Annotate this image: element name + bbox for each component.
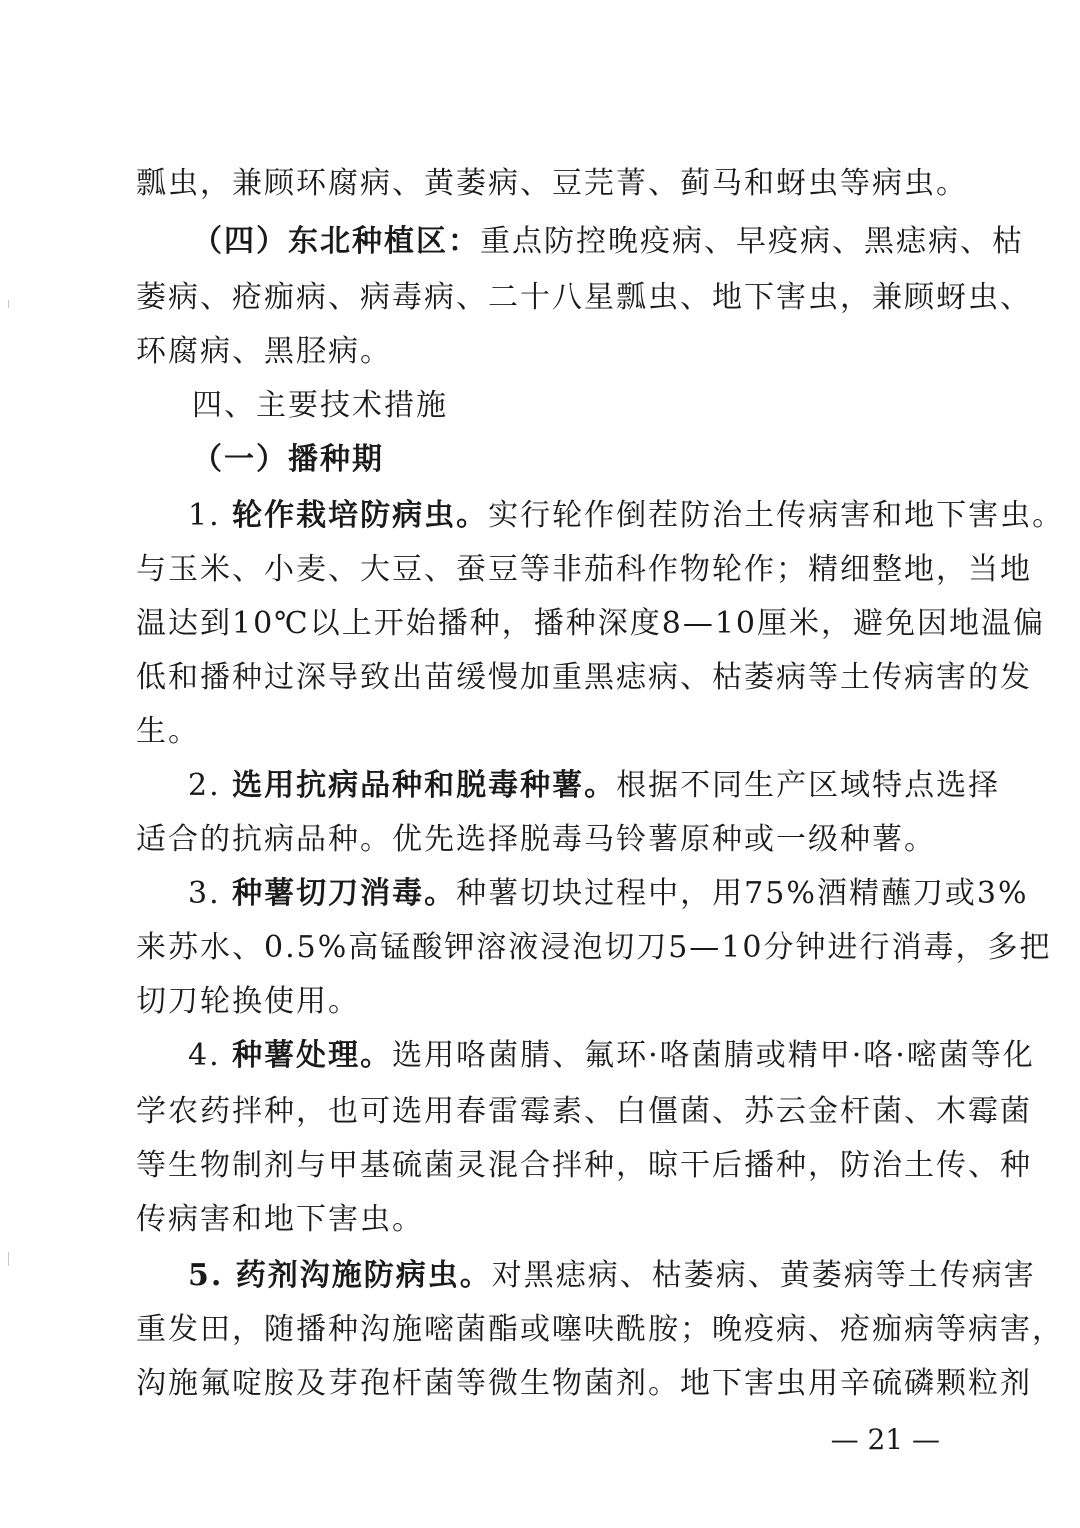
section-heading-text: 四、主要技术措施: [192, 388, 448, 423]
text-line: [136, 820, 936, 860]
item-number: 2.: [188, 768, 233, 803]
item-line: [188, 1036, 1035, 1076]
item-line: [188, 766, 1001, 806]
text-line: [136, 164, 968, 204]
item-title: 种薯处理。: [232, 1038, 393, 1073]
text-line: [136, 712, 936, 752]
line-text: 切刀轮换使用。: [136, 984, 360, 1019]
page-number: — 21 —: [830, 1423, 940, 1456]
line-text: 种薯切块过程中，用75%酒精蘸刀或3%: [456, 876, 1029, 911]
text-line: [136, 982, 936, 1022]
item-number: 3.: [188, 876, 233, 911]
text-line: [136, 332, 936, 372]
item-number: 5.: [188, 1258, 236, 1293]
line-text: 重发田，随播种沟施嘧菌酯或噻呋酰胺；晚疫病、疮痂病等病害，: [136, 1312, 1064, 1347]
line-text: 与玉米、小麦、大豆、蚕豆等非茄科作物轮作；精细整地，当地: [136, 552, 1032, 587]
line-text: 温达到10℃以上开始播种，播种深度8—10厘米，避免因地温偏: [136, 606, 1045, 641]
item-title: 药剂沟施防病虫。: [235, 1258, 492, 1293]
item-title: 选用抗病品种和脱毒种薯。: [232, 768, 617, 803]
subheading-label: （四）东北种植区：: [192, 224, 480, 259]
line-text: 瓢虫，兼顾环腐病、黄萎病、豆芫菁、蓟马和蚜虫等病虫。: [136, 166, 968, 201]
text-line: [136, 1146, 1032, 1186]
line-text: 来苏水、0.5%高锰酸钾溶液浸泡切刀5—10分钟进行消毒，多把: [136, 930, 1052, 965]
item-title: 种薯切刀消毒。: [232, 876, 457, 911]
line-text: 根据不同生产区域特点选择: [616, 768, 1001, 803]
item-line: [188, 1256, 1036, 1296]
subsection-heading-text: （一）播种期: [192, 442, 384, 477]
line-text: 学农药拌种，也可选用春雷霉素、白僵菌、苏云金杆菌、木霉菌: [136, 1094, 1032, 1129]
line-text: 传病害和地下害虫。: [136, 1202, 424, 1237]
text-line: [136, 1200, 936, 1240]
item-number: 4.: [188, 1038, 233, 1073]
section-heading: [192, 386, 936, 426]
text-line: [136, 1364, 1032, 1404]
subsection-heading: [192, 440, 936, 480]
scan-margin-mark: [8, 300, 9, 308]
line-text: 沟施氟啶胺及芽孢杆菌等微生物菌剂。地下害虫用辛硫磷颗粒剂: [136, 1366, 1032, 1401]
scan-margin-mark: [8, 1252, 9, 1266]
text-line: [136, 550, 1032, 590]
line-text: 重点防控晚疫病、早疫病、黑痣病、枯: [480, 224, 1024, 259]
text-line: [136, 278, 1032, 318]
line-text: 环腐病、黑胫病。: [136, 334, 392, 369]
text-line: [136, 928, 1052, 968]
text-line: [136, 658, 1032, 698]
line-text: 实行轮作倒茬防治土传病害和地下害虫。: [488, 498, 1065, 533]
line-text: 适合的抗病品种。优先选择脱毒马铃薯原种或一级种薯。: [136, 822, 936, 857]
line-text: 选用咯菌腈、氟环·咯菌腈或精甲·咯·嘧菌等化: [392, 1038, 1035, 1073]
line-text: 生。: [136, 714, 200, 749]
line-text: 低和播种过深导致出苗缓慢加重黑痣病、枯萎病等土传病害的发: [136, 660, 1032, 695]
line-text: 对黑痣病、枯萎病、黄萎病等土传病害: [491, 1258, 1036, 1293]
text-line: [136, 1092, 1032, 1132]
subheading-line: [192, 222, 1024, 262]
item-line: [188, 496, 1065, 536]
item-title: 轮作栽培防病虫。: [232, 498, 489, 533]
text-line: [136, 1310, 1064, 1350]
item-number: 1.: [188, 498, 233, 533]
item-line: [188, 874, 1029, 914]
line-text: 等生物制剂与甲基硫菌灵混合拌种，晾干后播种，防治土传、种: [136, 1148, 1032, 1183]
text-line: [136, 604, 1045, 644]
line-text: 萎病、疮痂病、病毒病、二十八星瓢虫、地下害虫，兼顾蚜虫、: [136, 280, 1032, 315]
